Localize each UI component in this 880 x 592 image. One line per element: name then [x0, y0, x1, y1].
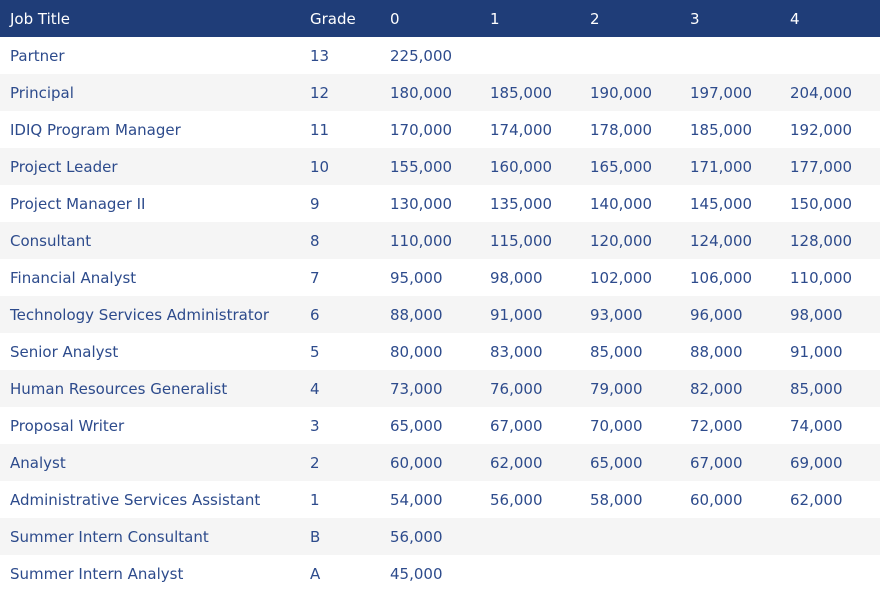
table-body: [0, 37, 880, 592]
salary-step-4-cell: 192,000: [790, 120, 853, 139]
salary-step-4-cell: 98,000: [790, 305, 843, 324]
salary-step-1-cell: [480, 37, 580, 74]
salary-step-1-cell: 76,000: [490, 379, 543, 398]
grade-cell: 12: [310, 83, 330, 102]
salary-step-1-cell: 56,000: [490, 490, 543, 509]
salary-step-0-cell: 80,000: [390, 342, 443, 361]
column-header-step-0: 0: [380, 0, 480, 37]
salary-step-0-cell: 54,000: [390, 490, 443, 509]
salary-step-3-cell: 106,000: [690, 268, 753, 287]
salary-step-3-cell: [680, 37, 780, 74]
column-header-step-1: 1: [480, 0, 580, 37]
salary-step-1-cell: 83,000: [490, 342, 543, 361]
salary-step-0-cell: 60,000: [390, 453, 443, 472]
salary-step-0-cell: 225,000: [390, 46, 453, 65]
salary-step-0-cell: 170,000: [390, 120, 453, 139]
job-title-cell: Partner: [10, 46, 65, 65]
table-row: [0, 518, 880, 555]
job-title-cell: Analyst: [10, 453, 66, 472]
salary-step-3-cell: 88,000: [690, 342, 743, 361]
table-row: [0, 37, 880, 74]
job-title-cell: Summer Intern Consultant: [10, 527, 209, 546]
table-row: [0, 481, 880, 518]
salary-step-0-cell: 110,000: [390, 231, 453, 250]
salary-step-0-cell: 73,000: [390, 379, 443, 398]
grade-cell: B: [310, 527, 321, 546]
job-title-cell: IDIQ Program Manager: [10, 120, 181, 139]
salary-step-0-cell: 56,000: [390, 527, 443, 546]
salary-step-3-cell: 145,000: [690, 194, 753, 213]
salary-step-4-cell: 85,000: [790, 379, 843, 398]
salary-step-2-cell: [580, 555, 680, 592]
salary-step-0-cell: 65,000: [390, 416, 443, 435]
table-row: [0, 222, 880, 259]
table-row: [0, 370, 880, 407]
job-title-cell: Technology Services Administrator: [10, 305, 270, 324]
salary-step-2-cell: 140,000: [590, 194, 653, 213]
salary-step-4-cell: 110,000: [790, 268, 853, 287]
salary-step-3-cell: [680, 518, 780, 555]
salary-step-4-cell: [780, 37, 880, 74]
grade-cell: 2: [310, 453, 320, 472]
job-title-cell: Financial Analyst: [10, 268, 137, 287]
salary-step-1-cell: 174,000: [490, 120, 553, 139]
table-row: [0, 259, 880, 296]
job-title-cell: Project Leader: [10, 157, 118, 176]
table-row: [0, 407, 880, 444]
salary-step-3-cell: 197,000: [690, 83, 753, 102]
salary-step-4-cell: 204,000: [790, 83, 853, 102]
salary-step-0-cell: 180,000: [390, 83, 453, 102]
table-row: [0, 111, 880, 148]
salary-step-2-cell: 65,000: [590, 453, 643, 472]
grade-cell: 8: [310, 231, 320, 250]
job-title-cell: Principal: [10, 83, 74, 102]
job-title-cell: Consultant: [10, 231, 92, 250]
salary-step-1-cell: [480, 518, 580, 555]
grade-cell: 5: [310, 342, 320, 361]
salary-step-4-cell: 69,000: [790, 453, 843, 472]
salary-step-2-cell: 190,000: [590, 83, 653, 102]
table-row: [0, 555, 880, 592]
salary-step-3-cell: [680, 555, 780, 592]
job-title-cell: Proposal Writer: [10, 416, 125, 435]
salary-step-1-cell: 135,000: [490, 194, 553, 213]
salary-step-1-cell: 185,000: [490, 83, 553, 102]
salary-step-4-cell: 177,000: [790, 157, 853, 176]
salary-step-2-cell: [580, 518, 680, 555]
salary-step-2-cell: 178,000: [590, 120, 653, 139]
salary-step-3-cell: 124,000: [690, 231, 753, 250]
salary-step-2-cell: [580, 37, 680, 74]
salary-step-2-cell: 102,000: [590, 268, 653, 287]
salary-step-3-cell: 171,000: [690, 157, 753, 176]
salary-step-1-cell: 160,000: [490, 157, 553, 176]
salary-step-2-cell: 58,000: [590, 490, 643, 509]
salary-step-4-cell: 128,000: [790, 231, 853, 250]
salary-step-4-cell: [780, 518, 880, 555]
salary-step-2-cell: 93,000: [590, 305, 643, 324]
salary-step-3-cell: 60,000: [690, 490, 743, 509]
column-header-grade: Grade: [300, 0, 380, 37]
salary-step-0-cell: 45,000: [390, 564, 443, 583]
table-header: [0, 0, 880, 37]
column-header-step-4: 4: [780, 0, 880, 37]
grade-cell: 3: [310, 416, 320, 435]
salary-step-1-cell: [480, 555, 580, 592]
salary-step-3-cell: 185,000: [690, 120, 753, 139]
salary-step-2-cell: 165,000: [590, 157, 653, 176]
grade-cell: 1: [310, 490, 320, 509]
salary-step-1-cell: 115,000: [490, 231, 553, 250]
salary-step-4-cell: 150,000: [790, 194, 853, 213]
salary-step-2-cell: 85,000: [590, 342, 643, 361]
salary-step-2-cell: 70,000: [590, 416, 643, 435]
table-row: [0, 185, 880, 222]
grade-cell: 10: [310, 157, 330, 176]
salary-step-2-cell: 79,000: [590, 379, 643, 398]
job-title-cell: Administrative Services Assistant: [10, 490, 261, 509]
salary-step-0-cell: 95,000: [390, 268, 443, 287]
grade-cell: 7: [310, 268, 320, 287]
salary-step-4-cell: 91,000: [790, 342, 843, 361]
grade-cell: 4: [310, 379, 320, 398]
grade-cell: 13: [310, 46, 330, 65]
header-row: [0, 0, 880, 37]
column-header-step-2: 2: [580, 0, 680, 37]
salary-step-1-cell: 67,000: [490, 416, 543, 435]
grade-cell: 6: [310, 305, 320, 324]
salary-step-2-cell: 120,000: [590, 231, 653, 250]
salary-step-4-cell: 62,000: [790, 490, 843, 509]
job-title-cell: Senior Analyst: [10, 342, 119, 361]
salary-step-3-cell: 67,000: [690, 453, 743, 472]
table-row: [0, 296, 880, 333]
table-row: [0, 333, 880, 370]
job-title-cell: Human Resources Generalist: [10, 379, 228, 398]
salary-step-1-cell: 91,000: [490, 305, 543, 324]
column-header-step-3: 3: [680, 0, 780, 37]
grade-cell: 9: [310, 194, 320, 213]
salary-step-0-cell: 155,000: [390, 157, 453, 176]
grade-cell: 11: [310, 120, 330, 139]
column-header-job-title: Job Title: [0, 0, 300, 37]
job-title-cell: Project Manager II: [10, 194, 146, 213]
salary-step-3-cell: 72,000: [690, 416, 743, 435]
job-title-cell: Summer Intern Analyst: [10, 564, 184, 583]
grade-cell: A: [310, 564, 321, 583]
salary-step-3-cell: 96,000: [690, 305, 743, 324]
salary-step-3-cell: 82,000: [690, 379, 743, 398]
table-row: [0, 444, 880, 481]
salary-step-4-cell: [780, 555, 880, 592]
salary-step-1-cell: 62,000: [490, 453, 543, 472]
table-row: [0, 148, 880, 185]
salary-step-1-cell: 98,000: [490, 268, 543, 287]
table-row: [0, 74, 880, 111]
salary-step-4-cell: 74,000: [790, 416, 843, 435]
salary-step-0-cell: 130,000: [390, 194, 453, 213]
salary-step-0-cell: 88,000: [390, 305, 443, 324]
